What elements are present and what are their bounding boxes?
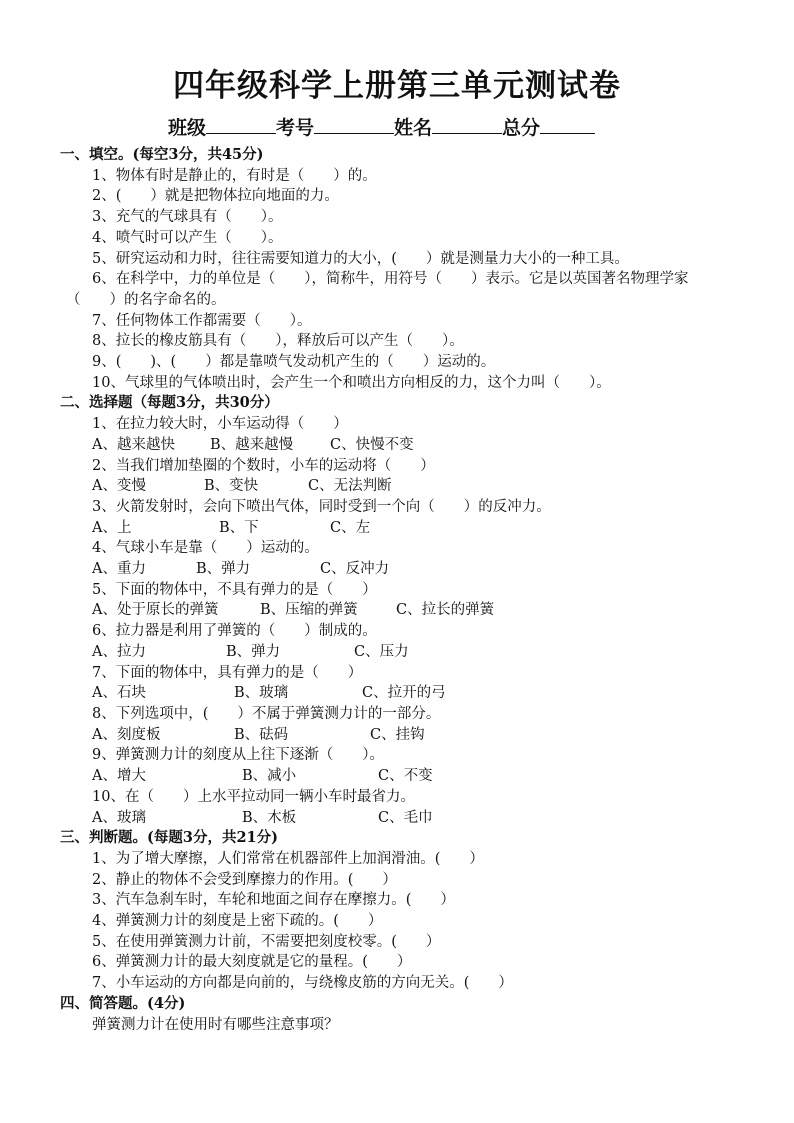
exam-no-blank (314, 115, 394, 134)
score-label: 总分 (502, 117, 541, 139)
option-a: A、刻度板 (92, 726, 161, 743)
question-text: 10、在（ ）上水平拉动同一辆小车时最省力。 (92, 788, 415, 805)
question-text: 1、物体有时是静止的，有时是（ ）的。 (92, 167, 377, 184)
question-text: 7、任何物体工作都需要（ ）。 (92, 312, 312, 329)
option-row (60, 435, 750, 456)
option-a: A、上 (92, 519, 132, 536)
option-b: B、玻璃 (234, 685, 289, 702)
question-text: 7、下面的物体中，具有弹力的是（ ） (92, 664, 363, 681)
question-text: 5、下面的物体中，不具有弹力的是（ ） (92, 581, 377, 598)
option-b: B、砝码 (234, 726, 289, 743)
class-blank (206, 115, 276, 134)
section-heading-short-answer: 四、简答题。(4分) (60, 994, 186, 1012)
option-row (60, 600, 750, 621)
name-blank (432, 115, 502, 134)
exam-no-label: 考号 (276, 117, 315, 139)
question-text: 10、气球里的气体喷出时，会产生一个和喷出方向相反的力，这个力叫（ ）。 (92, 374, 611, 391)
question-text: 6、弹簧测力计的最大刻度就是它的量程。( ） (92, 954, 412, 971)
question-text: 4、弹簧测力计的刻度是上密下疏的。( ） (92, 913, 383, 930)
question-text: 2、( ）就是把物体拉向地面的力。 (92, 188, 339, 205)
option-c: C、无法判断 (308, 478, 392, 495)
option-b: B、木板 (242, 809, 297, 826)
option-row (60, 518, 750, 539)
option-b: B、下 (219, 519, 259, 536)
option-a: A、拉力 (92, 643, 146, 660)
question-text: 4、气球小车是靠（ ）运动的。 (92, 540, 319, 557)
section-heading-true-false: 三、判断题。(每题3分，共21分) (60, 829, 278, 847)
question-text: 2、当我们增加垫圈的个数时，小车的运动将（ ） (92, 457, 435, 474)
option-c: C、压力 (354, 643, 409, 660)
option-b: B、弹力 (226, 643, 281, 660)
question-text: 2、静止的物体不会受到摩擦力的作用。( ） (92, 871, 397, 888)
option-c: C、拉长的弹簧 (396, 602, 495, 619)
option-c: C、不变 (378, 768, 433, 785)
question-text: 6、拉力器是利用了弹簧的（ ）制成的。 (92, 623, 377, 640)
option-b: B、减小 (242, 768, 297, 785)
question-text: 3、汽车急刹车时，车轮和地面之间存在摩擦力。( ） (92, 892, 455, 909)
option-row (60, 766, 750, 787)
question-text: 5、研究运动和力时，往往需要知道力的大小，( ）就是测量力大小的一种工具。 (92, 250, 629, 267)
question-text: 1、为了增大摩擦，人们常常在机器部件上加润滑油。( ） (92, 850, 484, 867)
option-a: A、增大 (92, 768, 146, 785)
score-blank (540, 115, 595, 134)
option-a: A、越来越快 (92, 436, 175, 453)
option-row (60, 559, 750, 580)
question-text: 1、在拉力较大时，小车运动得（ ） (92, 416, 348, 433)
class-label: 班级 (168, 117, 207, 139)
option-c: C、左 (330, 519, 371, 536)
option-c: C、挂钩 (370, 726, 425, 743)
option-b: B、弹力 (196, 561, 251, 578)
option-a: A、处于原长的弹簧 (92, 602, 219, 619)
option-row (60, 683, 750, 704)
question-text: 弹簧测力计在使用时有哪些注意事项？ (92, 1016, 339, 1033)
option-a: A、变慢 (92, 478, 146, 495)
option-a: A、石块 (92, 685, 146, 702)
option-a: A、玻璃 (92, 809, 146, 826)
page-title: 四年级科学上册第三单元测试卷 (173, 68, 621, 104)
option-b: B、压缩的弹簧 (260, 602, 358, 619)
option-c: C、快慢不变 (330, 436, 414, 453)
section-heading-choice: 二、选择题（每题3分，共30分） (60, 394, 279, 412)
exam-content (60, 145, 750, 1035)
option-c: C、毛巾 (378, 809, 433, 826)
option-row (60, 808, 750, 829)
question-text: 9、( )、( ）都是靠喷气发动机产生的（ ）运动的。 (92, 354, 496, 371)
question-text: 3、充气的气球具有（ ）。 (92, 209, 283, 226)
option-a: A、重力 (92, 561, 146, 578)
option-c: C、反冲力 (320, 561, 390, 578)
option-c: C、拉开的弓 (362, 685, 446, 702)
question-text: 6、在科学中，力的单位是（ ），简称牛，用符号（ ）表示。它是以英国著名物理学家 (92, 271, 689, 288)
question-text: 5、在使用弹簧测力计前，不需要把刻度校零。( ） (92, 933, 441, 950)
option-row (60, 725, 750, 746)
question-text: 7、小车运动的方向都是向前的，与绕橡皮筋的方向无关。( ） (92, 975, 513, 992)
name-label: 姓名 (394, 117, 433, 139)
question-text: 9、弹簧测力计的刻度从上往下逐渐（ ）。 (92, 747, 384, 764)
option-row (60, 642, 750, 663)
question-text: （ ）的名字命名的。 (66, 291, 226, 308)
question-text: 3、火箭发射时，会向下喷出气体，同时受到一个向（ ）的反冲力。 (92, 498, 551, 515)
question-text: 8、下列选项中，( ）不属于弹簧测力计的一部分。 (92, 705, 441, 722)
student-info-line (168, 113, 638, 140)
section-heading-fill-blank: 一、填空。(每空3分，共45分) (60, 146, 264, 163)
question-text: 8、拉长的橡皮筋具有（ ），释放后可以产生（ ）。 (92, 333, 464, 350)
option-row (60, 476, 750, 497)
question-text: 4、喷气时可以产生（ ）。 (92, 229, 283, 246)
option-b: B、变快 (204, 478, 259, 495)
option-b: B、越来越慢 (210, 436, 294, 453)
